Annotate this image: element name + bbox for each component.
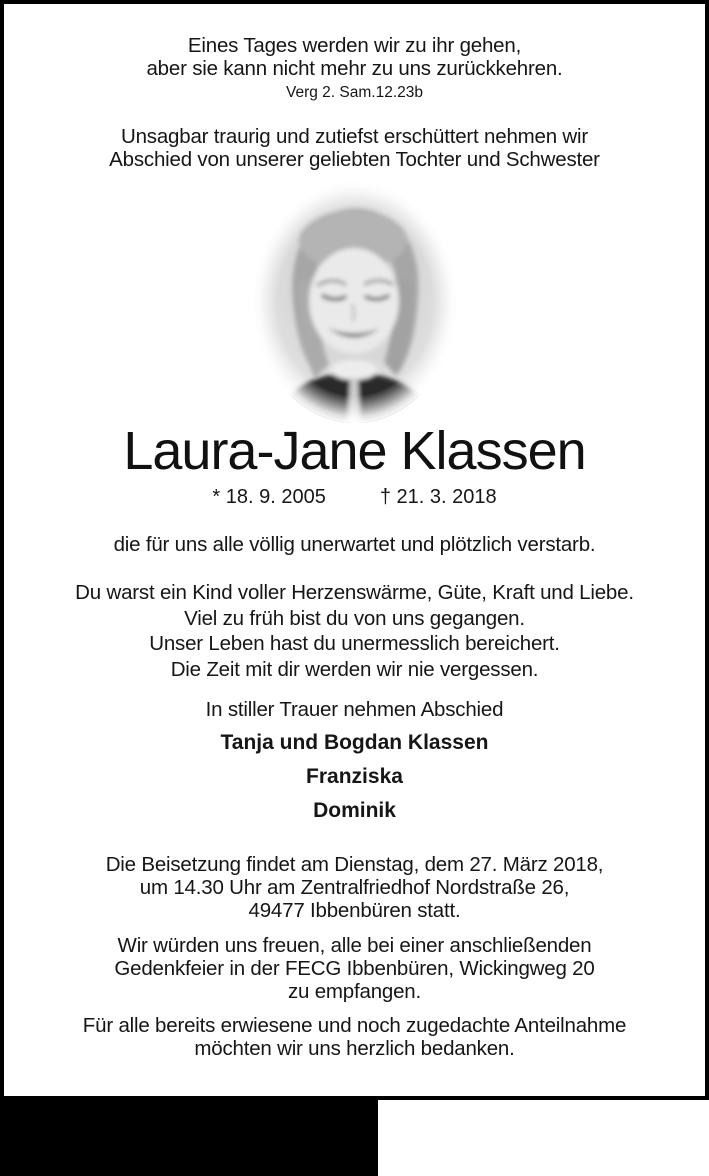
quote-line: Eines Tages werden wir zu ihr gehen, (187, 34, 522, 57)
portrait-photo-container (4, 182, 705, 424)
tribute-line: Viel zu früh bist du von uns gegangen. (184, 606, 525, 630)
intro-line: Abschied von unserer geliebten Tochter und Schwester (109, 148, 600, 171)
quote-line: aber sie kann nicht mehr zu uns zurückkehren. (146, 57, 563, 80)
life-dates (4, 486, 705, 509)
memorial-line: Wir würden uns freuen, alle bei einer anschließenden (117, 934, 592, 957)
intro-line: Unsagbar traurig und zutiefst erschüttert nehmen wir (120, 125, 589, 148)
death-date: † 21. 3. 2018 (379, 486, 497, 508)
thanks-line: Für alle bereits erwiesene und noch zugedachte Anteilnahme (82, 1014, 627, 1037)
mourning-intro: In stiller Trauer nehmen Abschied (205, 698, 504, 721)
quote-source: Verg 2. Sam.12.23b (285, 84, 423, 101)
thanks-line: möchten wir uns herzlich bedanken. (194, 1037, 515, 1060)
tribute-line: Unser Leben hast du unermesslich bereichert. (149, 632, 560, 655)
tribute-text (4, 580, 705, 682)
memorial-line: zu empfangen. (287, 980, 422, 1003)
death-statement: die für uns alle völlig unerwartet und plötzlich verstarb. (113, 533, 596, 556)
funeral-line: 49477 Ibbenbüren statt. (248, 899, 461, 922)
redacted-publisher-bar (0, 1100, 378, 1176)
thanks-text (4, 1014, 705, 1060)
mourner-name: Dominik (313, 799, 396, 822)
memorial-line: Gedenkfeier in der FECG Ibbenbüren, Wickingweg 20 (114, 957, 595, 980)
birth-date: * 18. 9. 2005 (212, 486, 326, 508)
funeral-line: Die Beisetzung findet am Dienstag, dem 27. März 2018, (105, 853, 604, 876)
tribute-line: Du warst ein Kind voller Herzenswärme, Güte, Kraft und Liebe. (75, 581, 634, 604)
funeral-details (4, 853, 705, 922)
memorial-details (4, 934, 705, 1003)
tribute-line: Die Zeit mit dir werden wir nie vergessen. (170, 657, 539, 681)
portrait-photo (253, 182, 457, 424)
scripture-quote (4, 4, 705, 103)
funeral-line: um 14.30 Uhr am Zentralfriedhof Nordstraße 26, (139, 876, 570, 899)
deceased-name: Laura-Jane Klassen (123, 421, 586, 481)
mourner-name: Tanja und Bogdan Klassen (220, 731, 489, 754)
mourner-name: Franziska (306, 765, 403, 788)
intro-text (4, 125, 705, 171)
